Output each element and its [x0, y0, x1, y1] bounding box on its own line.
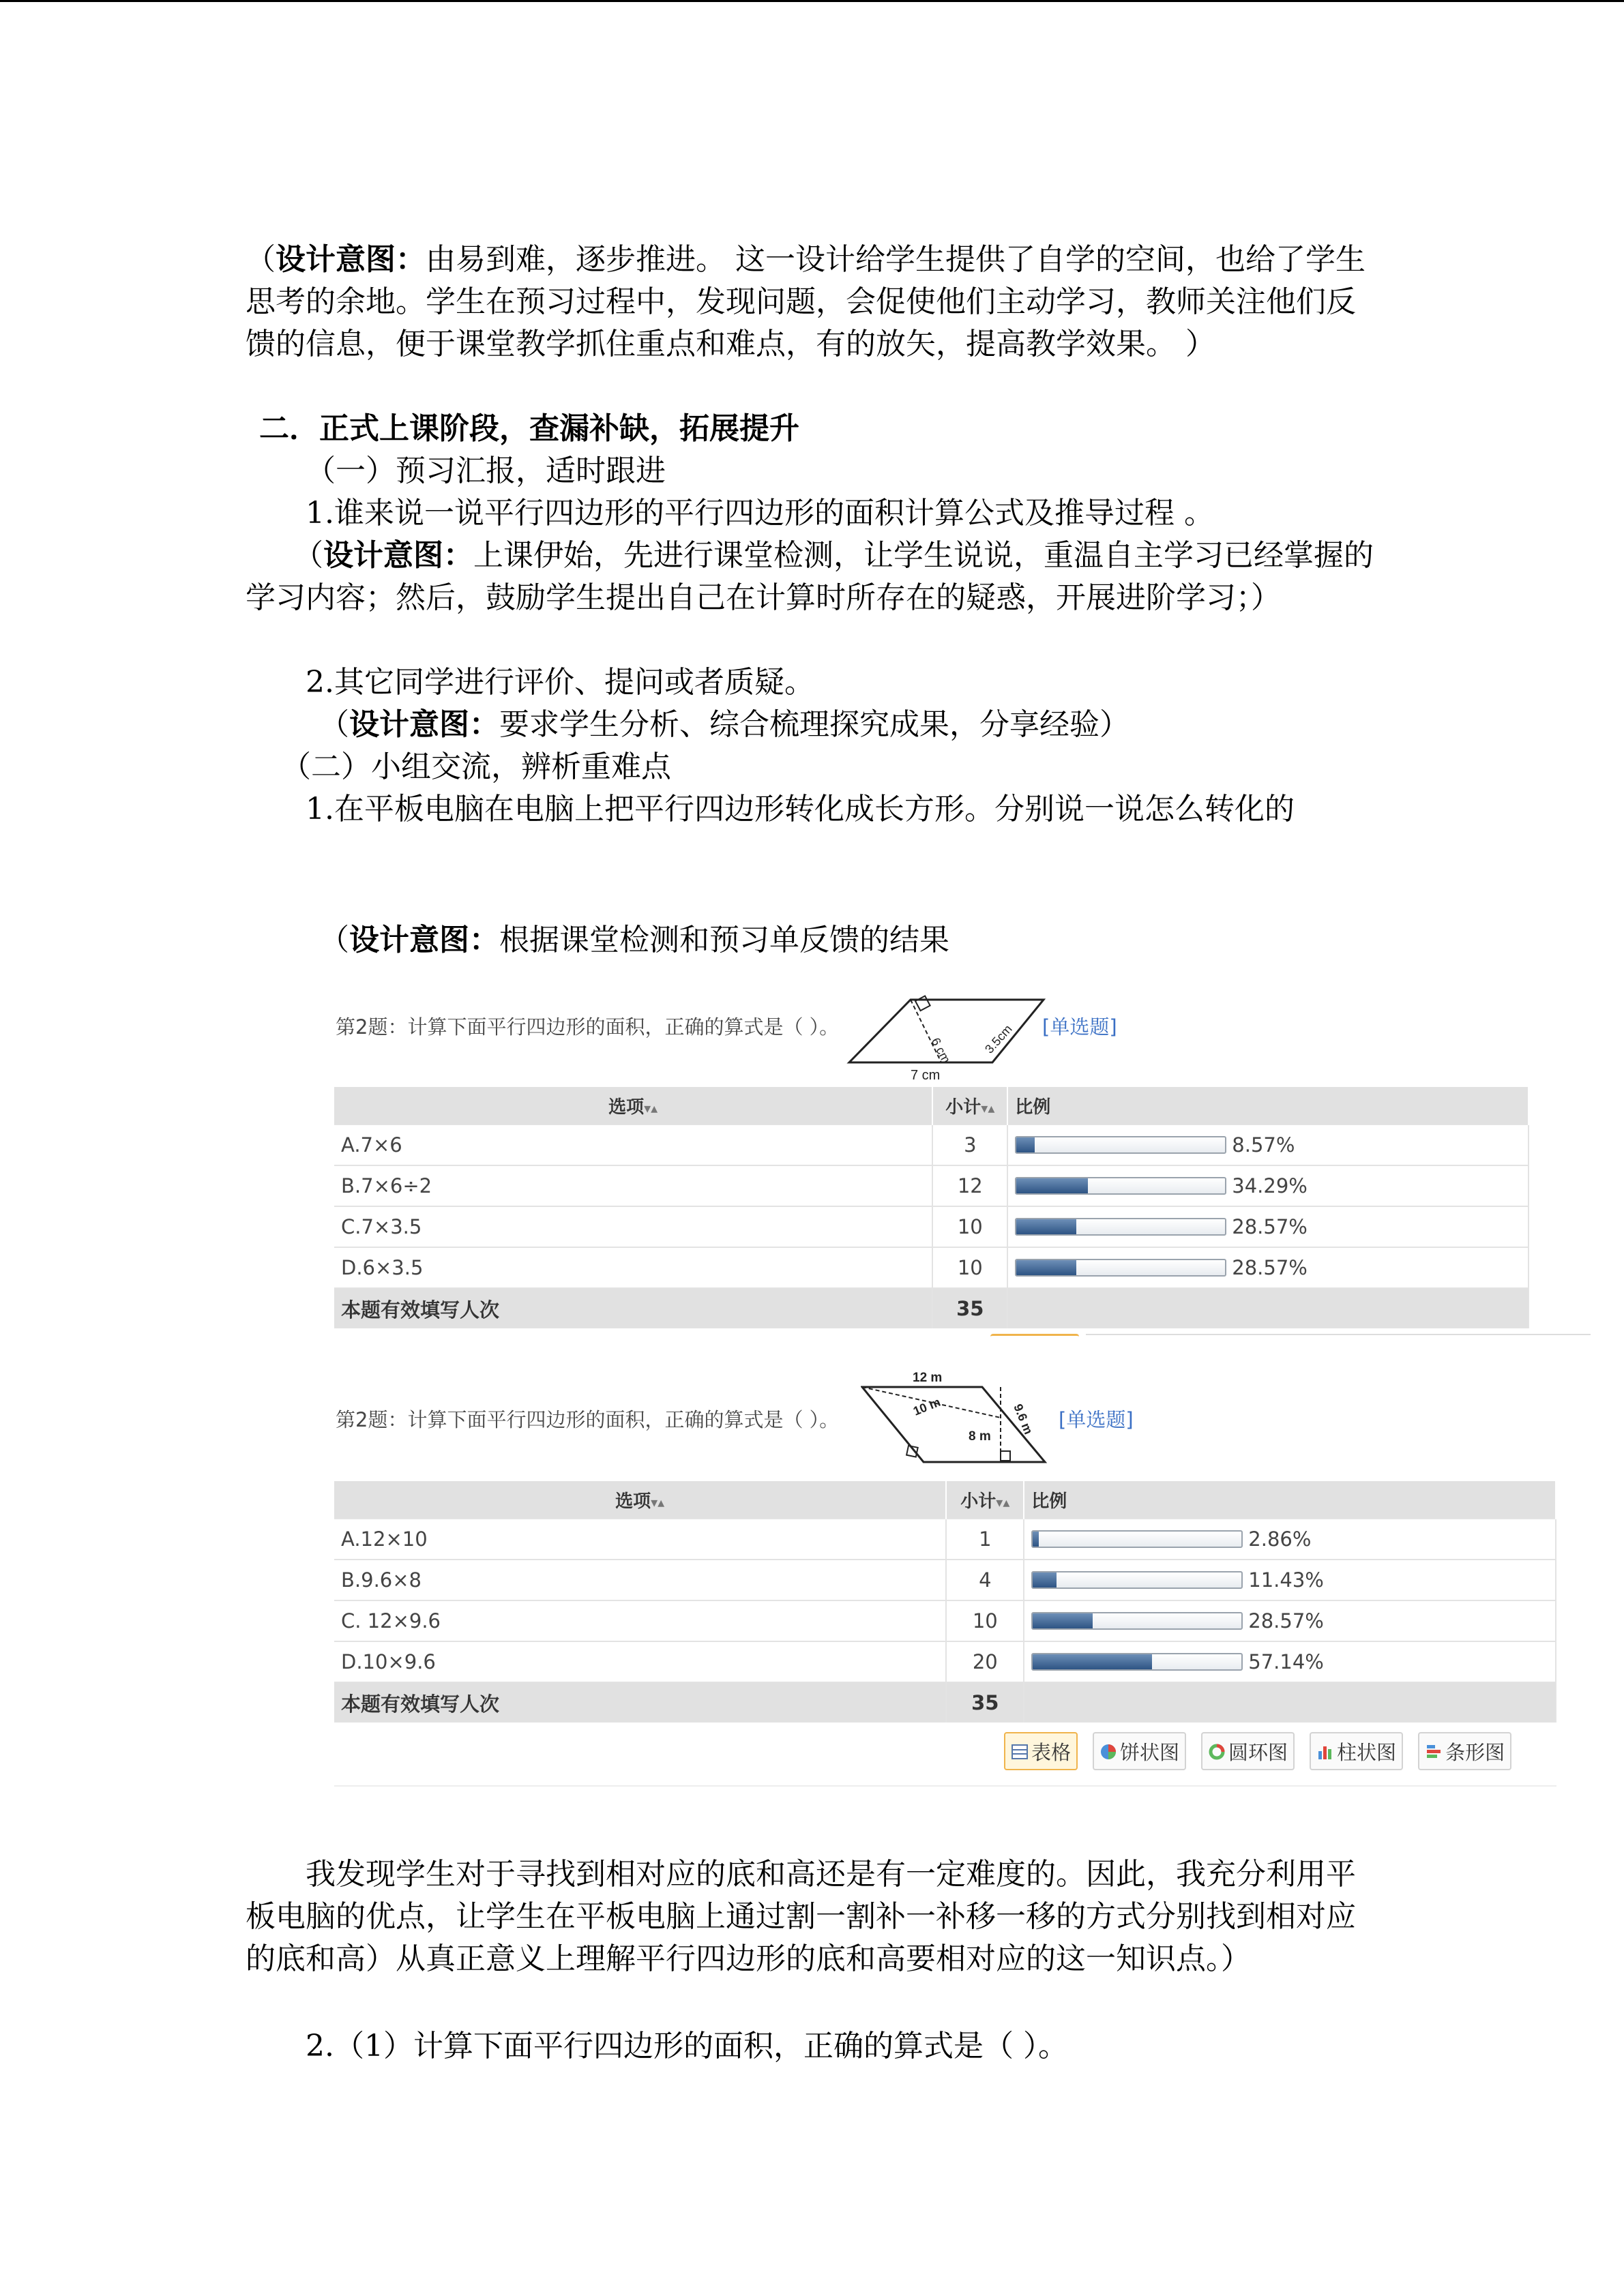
cropped-button-edge: [990, 1334, 1079, 1340]
summary-row: [334, 1682, 1556, 1723]
cropped-button-row: [1086, 1334, 1591, 1339]
count-column-header[interactable]: 小计▾▴: [932, 1087, 1007, 1124]
column-chart-icon: [1316, 1742, 1334, 1760]
item-2-2: 2.（1）计算下面平行四边形的面积，正确的算式是（ ）。: [306, 2029, 1068, 2063]
subsection-heading-2: （二）小组交流，辨析重难点: [281, 749, 671, 784]
ratio-bar: [1031, 1653, 1243, 1671]
ratio-cell: [1007, 1247, 1529, 1288]
ratio-percent: 57.14%: [1248, 1650, 1324, 1673]
table-row: [334, 1247, 1529, 1288]
design-intent-label: 设计意图：: [349, 923, 499, 957]
ratio-bar-fill: [1016, 1178, 1088, 1193]
option-count: 4: [946, 1560, 1024, 1600]
summary-label: 本题有效填写人次: [334, 1288, 932, 1328]
view-button-label: 饼状图: [1120, 1740, 1180, 1764]
option-label: D.10×9.6: [334, 1641, 946, 1682]
design-intent-label: 设计意图：: [276, 242, 426, 277]
bar-chart-icon: [1425, 1742, 1443, 1760]
option-count: 1: [946, 1519, 1024, 1560]
table-row: [334, 1206, 1529, 1247]
fig2-base-part-label: 8 m: [969, 1429, 991, 1444]
table-row: [334, 1124, 1529, 1165]
ratio-column-header: 比例: [1024, 1481, 1556, 1519]
ratio-percent: 2.86%: [1248, 1527, 1312, 1551]
summary-row: [334, 1288, 1529, 1328]
view-button-label: 圆环图: [1228, 1740, 1288, 1764]
item-1-2: 2.其它同学进行评价、提问或者质疑。: [306, 665, 814, 700]
fig1-side-label: 3.5cm: [982, 1022, 1015, 1056]
option-label: B.7×6÷2: [334, 1165, 932, 1206]
ratio-bar: [1031, 1571, 1243, 1589]
ratio-bar: [1031, 1612, 1243, 1630]
ratio-percent: 28.57%: [1232, 1215, 1308, 1238]
ratio-bar-fill: [1016, 1260, 1076, 1275]
option-label: A.12×10: [334, 1519, 946, 1560]
option-count: 10: [932, 1247, 1007, 1288]
option-label: C.7×3.5: [334, 1206, 932, 1247]
ratio-cell: [1007, 1165, 1529, 1206]
fig2-height-label: 9.6 m: [1011, 1402, 1036, 1437]
donut-chart-view-button[interactable]: [1201, 1732, 1295, 1770]
ratio-bar-fill: [1033, 1654, 1152, 1669]
ratio-cell: [1024, 1641, 1556, 1682]
reflection-paragraph: 我发现学生对于寻找到相对应的底和高还是有一定难度的。因此，我充分利用平板电脑的优点，让学生在平板电脑上通过割一割补一补移一移的方式分别找到相对应的底和高）从真正意义上理解平行四边形的底和高要相对应的这一知识点。）: [246, 1857, 1356, 1976]
design-intent-text: 根据课堂检测和预习单反馈的结果: [499, 923, 949, 957]
design-intent-label: 设计意图：: [349, 707, 499, 742]
parallelogram-figure-1: [846, 981, 1050, 1083]
question-title: 第2题：计算下面平行四边形的面积，正确的算式是（ ）。: [336, 1408, 840, 1431]
ratio-bar: [1031, 1530, 1243, 1548]
ratio-percent: 28.57%: [1232, 1256, 1308, 1279]
summary-count: 35: [932, 1288, 1007, 1328]
item-2-1: [246, 788, 1378, 831]
ratio-percent: 28.57%: [1248, 1609, 1324, 1632]
ratio-bar: [1015, 1177, 1226, 1195]
option-column-header[interactable]: 选项▾▴: [334, 1087, 932, 1124]
ratio-cell: [1007, 1124, 1529, 1165]
subsection-heading-1: （一）预习汇报，适时跟进: [306, 453, 666, 488]
bar-chart-view-button[interactable]: [1418, 1732, 1511, 1770]
fig1-base-label: 7 cm: [911, 1068, 941, 1083]
view-button-label: 条形图: [1445, 1740, 1505, 1764]
column-chart-view-button[interactable]: [1310, 1732, 1403, 1770]
ratio-cell: [1024, 1600, 1556, 1641]
view-button-label: 表格: [1031, 1740, 1072, 1764]
design-intent-text: 要求学生分析、综合梳理探究成果，分享经验）: [499, 707, 1130, 742]
question-title: 第2题：计算下面平行四边形的面积，正确的算式是（ ）。: [336, 1015, 840, 1039]
results-table-2: [334, 1481, 1556, 1723]
option-column-header[interactable]: 选项▾▴: [334, 1481, 946, 1519]
design-intent-label: 设计意图：: [323, 538, 473, 573]
design-intent-paragraph-4: （设计意图：根据课堂检测和预习单反馈的结果: [319, 923, 949, 957]
option-label: C. 12×9.6: [334, 1600, 946, 1641]
option-count: 10: [946, 1600, 1024, 1641]
chart-view-switcher: [1004, 1732, 1511, 1770]
option-label: A.7×6: [334, 1124, 932, 1165]
fig2-slant-label: 10 m: [911, 1395, 943, 1418]
option-label: B.9.6×8: [334, 1560, 946, 1600]
count-column-header[interactable]: 小计▾▴: [946, 1481, 1024, 1519]
table-row: [334, 1519, 1556, 1560]
option-count: 12: [932, 1165, 1007, 1206]
fig2-top-label: 12 m: [913, 1371, 943, 1385]
option-count: 3: [932, 1124, 1007, 1165]
ratio-bar-fill: [1033, 1532, 1039, 1547]
ratio-bar-fill: [1033, 1613, 1092, 1628]
results-table-1: [334, 1087, 1529, 1328]
design-intent-paragraph-3: （设计意图：要求学生分析、综合梳理探究成果，分享经验）: [319, 707, 1130, 742]
design-intent-paragraph-2: （设计意图：上课伊始，先进行课堂检测，让学生说说，重温自主学习已经掌握的学习内容；然后，鼓励学生提出自己在计算时所存在的疑惑，开展进阶学习；）: [246, 538, 1374, 615]
ratio-percent: 8.57%: [1232, 1133, 1295, 1157]
table-row: [334, 1641, 1556, 1682]
summary-label: 本题有效填写人次: [334, 1682, 946, 1723]
ratio-bar-fill: [1016, 1219, 1076, 1234]
divider: [334, 1785, 1556, 1787]
ratio-percent: 34.29%: [1232, 1174, 1308, 1197]
question-type-badge[interactable]: [单选题]: [1042, 1015, 1117, 1039]
design-intent-text: 上课伊始，先进行课堂检测，让学生说说，重温自主学习已经掌握的学习内容；然后，鼓励学生提出自己在计算时所存在的疑惑，开展进阶学习；）: [246, 538, 1374, 615]
design-intent-paragraph-1: （设计意图：由易到难，逐步推进。 这一设计给学生提供了自学的空间，也给了学生思考的余地。学生在预习过程中，发现问题，会促使他们主动学习，教师关注他们反馈的信息，便于课堂教学抓住重点和难点，有的放矢，提高教学效果。 ）: [246, 242, 1365, 361]
question-type-badge[interactable]: [单选题]: [1059, 1408, 1134, 1431]
top-border-line: [0, 0, 1624, 2]
ratio-bar: [1015, 1218, 1226, 1236]
ratio-bar-fill: [1033, 1572, 1057, 1587]
ratio-bar: [1015, 1136, 1226, 1154]
table-row: [334, 1165, 1529, 1206]
ratio-bar: [1015, 1259, 1226, 1277]
ratio-cell: [1024, 1560, 1556, 1600]
fig1-height-label: 6 cm: [928, 1035, 954, 1066]
table-icon: [1011, 1742, 1029, 1760]
view-button-label: 柱状图: [1337, 1740, 1397, 1764]
parallelogram-figure-2: [861, 1367, 1052, 1476]
item-2-1-text: 1.在平板电脑在电脑上把平行四边形转化成长方形。分别说一说怎么转化的: [306, 792, 1295, 826]
ratio-percent: 11.43%: [1248, 1568, 1324, 1592]
donut-chart-icon: [1208, 1742, 1226, 1760]
pie-chart-icon: [1099, 1742, 1117, 1760]
ratio-cell: [1024, 1519, 1556, 1560]
pie-chart-view-button[interactable]: [1093, 1732, 1186, 1770]
ratio-bar-fill: [1016, 1137, 1034, 1152]
option-count: 10: [932, 1206, 1007, 1247]
ratio-column-header: 比例: [1007, 1087, 1529, 1124]
table-row: [334, 1560, 1556, 1600]
item-1-1: 1.谁来说一说平行四边形的平行四边形的面积计算公式及推导过程 。: [306, 496, 1214, 531]
section-heading: 二．正式上课阶段，查漏补缺，拓展提升: [259, 411, 799, 446]
summary-count: 35: [946, 1682, 1024, 1723]
option-label: D.6×3.5: [334, 1247, 932, 1288]
table-row: [334, 1600, 1556, 1641]
option-count: 20: [946, 1641, 1024, 1682]
design-intent-text: 由易到难，逐步推进。 这一设计给学生提供了自学的空间，也给了学生思考的余地。学生在预习过程中，发现问题，会促使他们主动学习，教师关注他们反馈的信息，便于课堂教学抓住重点和难点，有的放矢，提高教学效果。 ）: [246, 242, 1365, 361]
table-view-button[interactable]: [1004, 1732, 1078, 1770]
ratio-cell: [1007, 1206, 1529, 1247]
